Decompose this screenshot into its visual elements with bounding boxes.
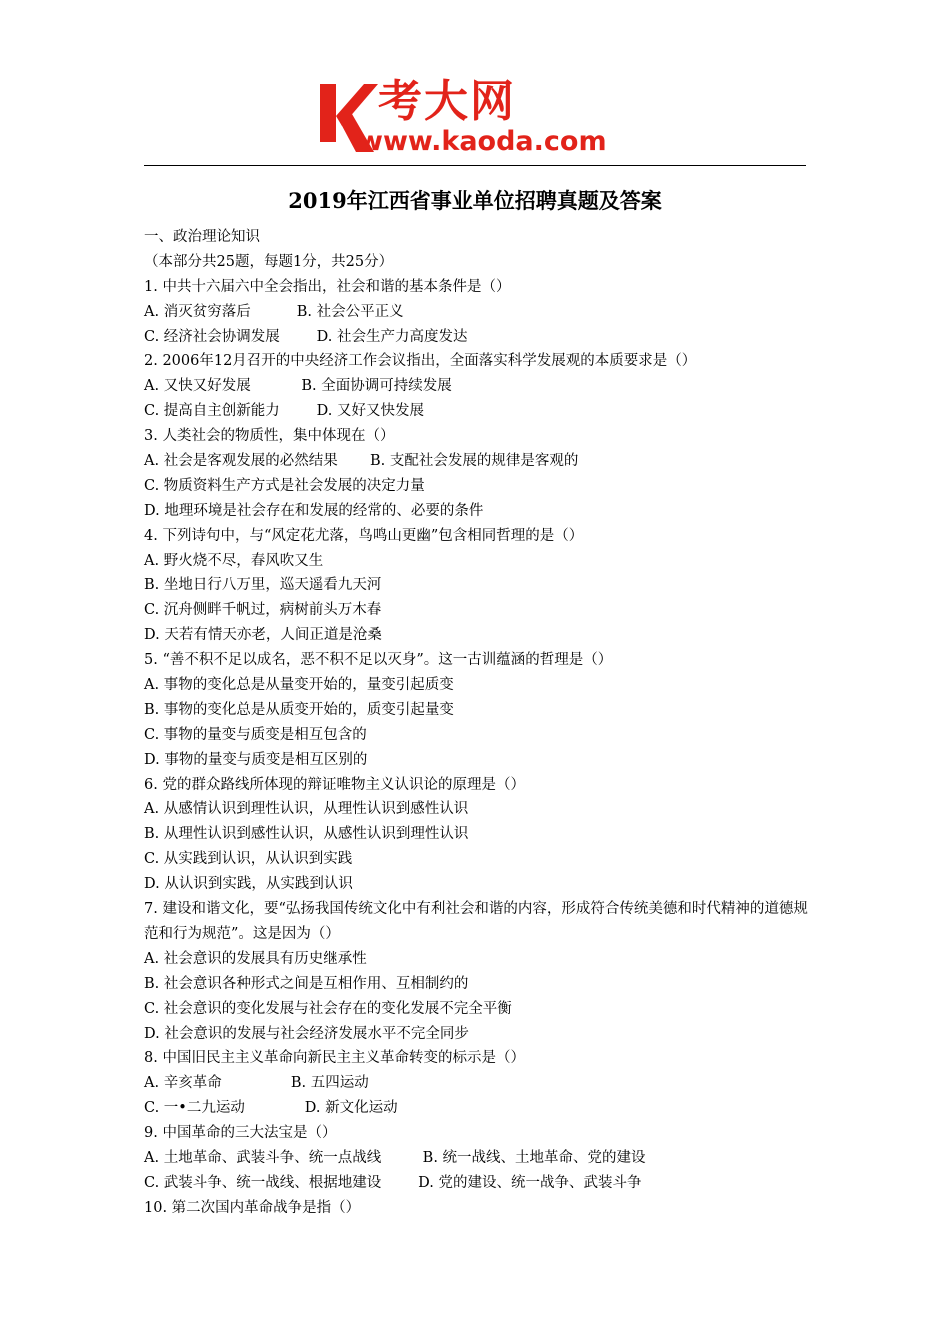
q7-option-c: C. 社会意识的变化发展与社会存在的变化发展不完全平衡 — [144, 1000, 512, 1017]
section-note: （本部分共25题，每题1分，共25分） — [144, 253, 394, 270]
question-9: 9. 中国革命的三大法宝是（） — [144, 1125, 337, 1142]
question-7: 7. 建设和谐文化，要“弘扬我国传统文化中有利社会和谐的内容，形成符合传统美德和时代精神的道德规范和行为规范”。这是因为（） — [144, 901, 808, 942]
section-heading: 一、政治理论知识 — [144, 229, 260, 245]
question-10: 10. 第二次国内革命战争是指（） — [144, 1199, 361, 1216]
question-1: 1. 中共十六届六中全会指出，社会和谐的基本条件是（） — [144, 278, 511, 295]
q6-option-d: D. 从认识到实践，从实践到认识 — [144, 876, 353, 893]
q5-option-c: C. 事物的量变与质变是相互包含的 — [144, 726, 367, 743]
q2-options-cd: C. 提高自主创新能力 D. 又好又快发展 — [144, 403, 424, 420]
q6-option-a: A. 从感情认识到理性认识，从理性认识到感性认识 — [144, 801, 469, 818]
q5-option-b: B. 事物的变化总是从质变开始的，质变引起量变 — [144, 701, 454, 718]
q9-options-cd: C. 武装斗争、统一战线、根据地建设 D. 党的建设、统一战争、武装斗争 — [144, 1174, 642, 1191]
q8-options-ab: A. 辛亥革命 B. 五四运动 — [144, 1075, 369, 1092]
q8-options-cd: C. 一•二九运动 D. 新文化运动 — [144, 1100, 398, 1117]
question-4: 4. 下列诗句中，与“风定花尤落，鸟鸣山更幽”包含相同哲理的是（） — [144, 527, 584, 544]
q4-option-c: C. 沉舟侧畔千帆过，病树前头万木春 — [144, 602, 382, 619]
question-5: 5. “善不积不足以成名，恶不积不足以灭身”。这一古训蕴涵的哲理是（） — [144, 652, 613, 669]
q9-options-ab: A. 土地革命、武装斗争、统一点战线 B. 统一战线、土地革命、党的建设 — [144, 1149, 646, 1166]
q1-options-cd: C. 经济社会协调发展 D. 社会生产力高度发达 — [144, 328, 468, 345]
q1-options-ab: A. 消灭贫穷落后 B. 社会公平正义 — [144, 303, 404, 320]
document-title: 2019年江西省事业单位招聘真题及答案 — [288, 188, 662, 213]
q3-option-c: C. 物质资料生产方式是社会发展的决定力量 — [144, 477, 425, 494]
question-2: 2. 2006年12月召开的中央经济工作会议指出，全面落实科学发展观的本质要求是（） — [144, 353, 697, 370]
q5-option-d: D. 事物的量变与质变是相互区别的 — [144, 751, 368, 768]
q7-option-d: D. 社会意识的发展与社会经济发展水平不完全同步 — [144, 1025, 469, 1042]
q4-option-d: D. 天若有情天亦老，人间正道是沧桑 — [144, 627, 382, 644]
question-8: 8. 中国旧民主主义革命向新民主主义革命转变的标示是（） — [144, 1050, 525, 1067]
question-6: 6. 党的群众路线所体现的辩证唯物主义认识论的原理是（） — [144, 776, 525, 793]
q3-option-d: D. 地理环境是社会存在和发展的经常的、必要的条件 — [144, 502, 484, 519]
document-body — [144, 225, 809, 1221]
q2-options-ab: A. 又快又好发展 B. 全面协调可持续发展 — [144, 378, 452, 395]
kaoda-logo — [312, 76, 642, 158]
logo-brand-text: 考大网 — [378, 76, 516, 127]
header-divider — [144, 165, 806, 166]
q6-option-b: B. 从理性认识到感性认识，从感性认识到理性认识 — [144, 826, 469, 843]
question-3: 3. 人类社会的物质性，集中体现在（） — [144, 428, 395, 445]
q7-option-b: B. 社会意识各种形式之间是互相作用、互相制约的 — [144, 975, 469, 992]
q6-option-c: C. 从实践到认识，从认识到实践 — [144, 851, 353, 868]
q4-option-a: A. 野火烧不尽，春风吹又生 — [144, 552, 324, 569]
q4-option-b: B. 坐地日行八万里，巡天遥看九天河 — [144, 577, 382, 594]
logo-url-text: www.kaoda.com — [358, 126, 607, 157]
q3-options-ab: A. 社会是客观发展的必然结果 B. 支配社会发展的规律是客观的 — [144, 453, 579, 470]
q5-option-a: A. 事物的变化总是从量变开始的，量变引起质变 — [144, 677, 454, 694]
q7-option-a: A. 社会意识的发展具有历史继承性 — [144, 950, 367, 967]
